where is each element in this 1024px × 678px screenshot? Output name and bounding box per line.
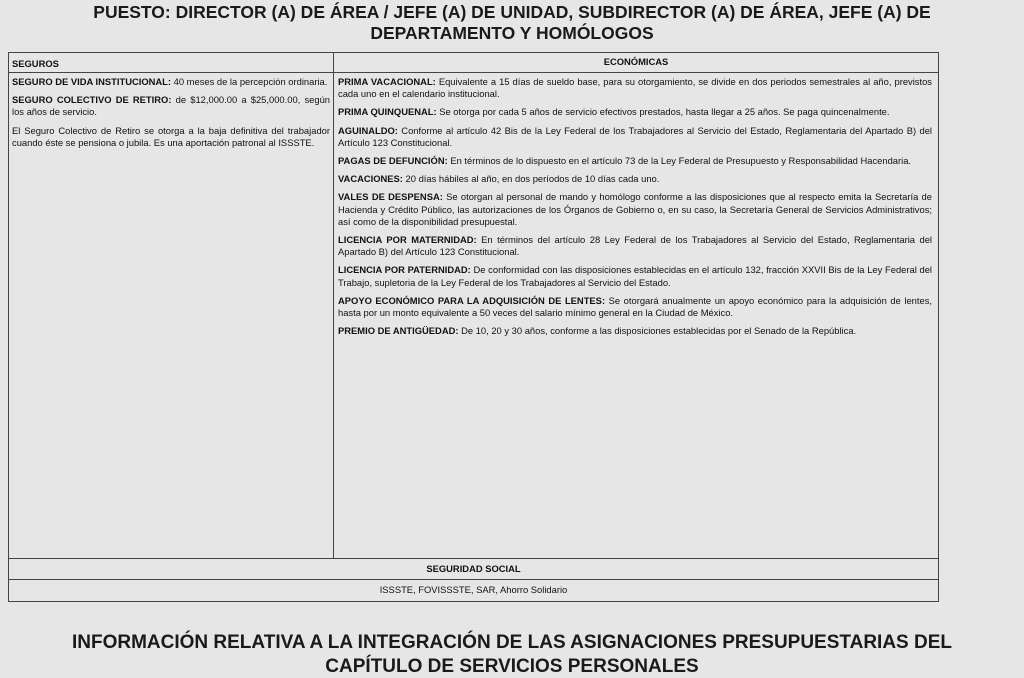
economica-text: En términos del artículo 28 Ley Federal de los Trabajadores al Servicio del Estado, Reglamentaria del Apartado B) del Artículo 123 Constitucional. bbox=[338, 234, 932, 258]
header-economicas: ECONÓMICAS bbox=[334, 53, 939, 73]
economica-label: PRIMA QUINQUENAL: bbox=[338, 106, 437, 118]
economica-text: Se otorga por cada 5 años de servicio efectivos prestados, hasta llegar a 25 años. Se paga quincenalmente. bbox=[436, 106, 890, 118]
section-heading-line-1: INFORMACIÓN RELATIVA A LA INTEGRACIÓN DE LAS ASIGNACIONES PRESUPUESTARIAS DEL bbox=[71, 632, 952, 653]
economica-item bbox=[338, 106, 932, 118]
economica-item bbox=[338, 173, 932, 185]
seguro-text: 40 meses de la percepción ordinaria. bbox=[171, 76, 328, 87]
economica-item bbox=[338, 234, 932, 258]
economica-text: Se otorgará anualmente un apoyo económico para la adquisición de lentes, hasta por un monto equivalente a 50 veces del salario mínimo general en la Ciudad de México. bbox=[338, 294, 932, 319]
economica-item bbox=[338, 325, 932, 337]
economica-text: De 10, 20 y 30 años, conforme a las disposiciones establecidas por el Senado de la República. bbox=[458, 325, 857, 337]
seguro-item bbox=[12, 125, 330, 149]
economica-label: AGUINALDO: bbox=[338, 124, 398, 136]
seguro-item bbox=[12, 94, 330, 118]
economica-item bbox=[338, 264, 932, 288]
economica-item bbox=[338, 295, 932, 319]
section-heading-line-2: CAPÍTULO DE SERVICIOS PERSONALES bbox=[325, 656, 699, 677]
seguro-label: SEGURO DE VIDA INSTITUCIONAL: bbox=[12, 76, 172, 87]
header-seguros: SEGUROS bbox=[9, 53, 334, 73]
economica-item bbox=[338, 125, 932, 149]
economica-label: LICENCIA POR MATERNIDAD: bbox=[338, 234, 477, 246]
seguro-label: SEGURO COLECTIVO DE RETIRO: bbox=[12, 94, 172, 106]
economica-label: PRIMA VACACIONAL: bbox=[338, 76, 436, 87]
seguros-cell bbox=[9, 73, 334, 559]
seguro-text: El Seguro Colectivo de Retiro se otorga a la baja definitiva del trabajador cuando éste se pensiona o jubila. Es una aportación patronal al ISSSTE. bbox=[12, 124, 330, 148]
economica-item bbox=[338, 76, 932, 100]
benefits-table bbox=[8, 52, 939, 602]
seguridad-social-header: SEGURIDAD SOCIAL bbox=[9, 559, 939, 580]
economica-item bbox=[338, 155, 932, 167]
page-title-line-1: PUESTO: DIRECTOR (A) DE ÁREA / JEFE (A) DE UNIDAD, SUBDIRECTOR (A) DE ÁREA, JEFE (A) DE bbox=[93, 2, 931, 22]
economica-item bbox=[338, 191, 932, 228]
economicas-cell bbox=[334, 73, 939, 559]
economica-text: Equivalente a 15 días de sueldo base, para su otorgamiento, se divide en dos periodos semestrales al año, previstos cada uno en el calendario institucional. bbox=[338, 76, 932, 100]
economica-text: De conformidad con las disposiciones establecidas en el artículo 132, fracción XXVII Bis de la Ley Federal del Trabajo, supletoria de la Ley Federal de los Trabajadores al Servicio del Estado. bbox=[338, 264, 932, 288]
seguro-text: de $12,000.00 a $25,000.00, según los años de servicio. bbox=[12, 94, 330, 118]
seguro-item bbox=[12, 76, 330, 88]
economica-label: PREMIO DE ANTIGÜEDAD: bbox=[338, 325, 459, 337]
economica-label: PAGAS DE DEFUNCIÓN: bbox=[338, 155, 448, 167]
economica-text: 20 días hábiles al año, en dos períodos de 10 días cada uno. bbox=[402, 173, 660, 185]
economica-label: VALES DE DESPENSA: bbox=[338, 191, 443, 203]
seguridad-social-value-row bbox=[9, 580, 939, 602]
economica-label: VACACIONES: bbox=[338, 173, 403, 185]
seguridad-social-value: ISSSTE, FOVISSSTE, SAR, Ahorro Solidario bbox=[9, 580, 939, 602]
economica-text: Conforme al artículo 42 Bis de la Ley Federal de los Trabajadores al Servicio del Estado, Reglamentaria del Apartado B) del Artículo 123 Constitucional. bbox=[338, 124, 932, 148]
table-content-row bbox=[9, 73, 939, 559]
economica-text: Se otorgan al personal de mando y homólogo conforme a las disposiciones que al respecto emita la Secretaría de Hacienda y Crédito Público, las autorizaciones de los Órganos de Gobierno o, en su caso, la Secretaría General de Servicios Administrativos; así como de la disponibilidad presupuestal. bbox=[338, 191, 932, 227]
table-header-row bbox=[9, 53, 939, 73]
seguridad-social-header-row bbox=[9, 559, 939, 580]
page-title-line-2: DEPARTAMENTO Y HOMÓLOGOS bbox=[370, 23, 654, 43]
economica-label: APOYO ECONÓMICO PARA LA ADQUISICIÓN DE LENTES: bbox=[338, 294, 606, 306]
economica-text: En términos de lo dispuesto en el artículo 73 de la Ley Federal de Presupuesto y Responsabilidad Hacendaria. bbox=[447, 155, 912, 167]
economica-label: LICENCIA POR PATERNIDAD: bbox=[338, 264, 471, 276]
